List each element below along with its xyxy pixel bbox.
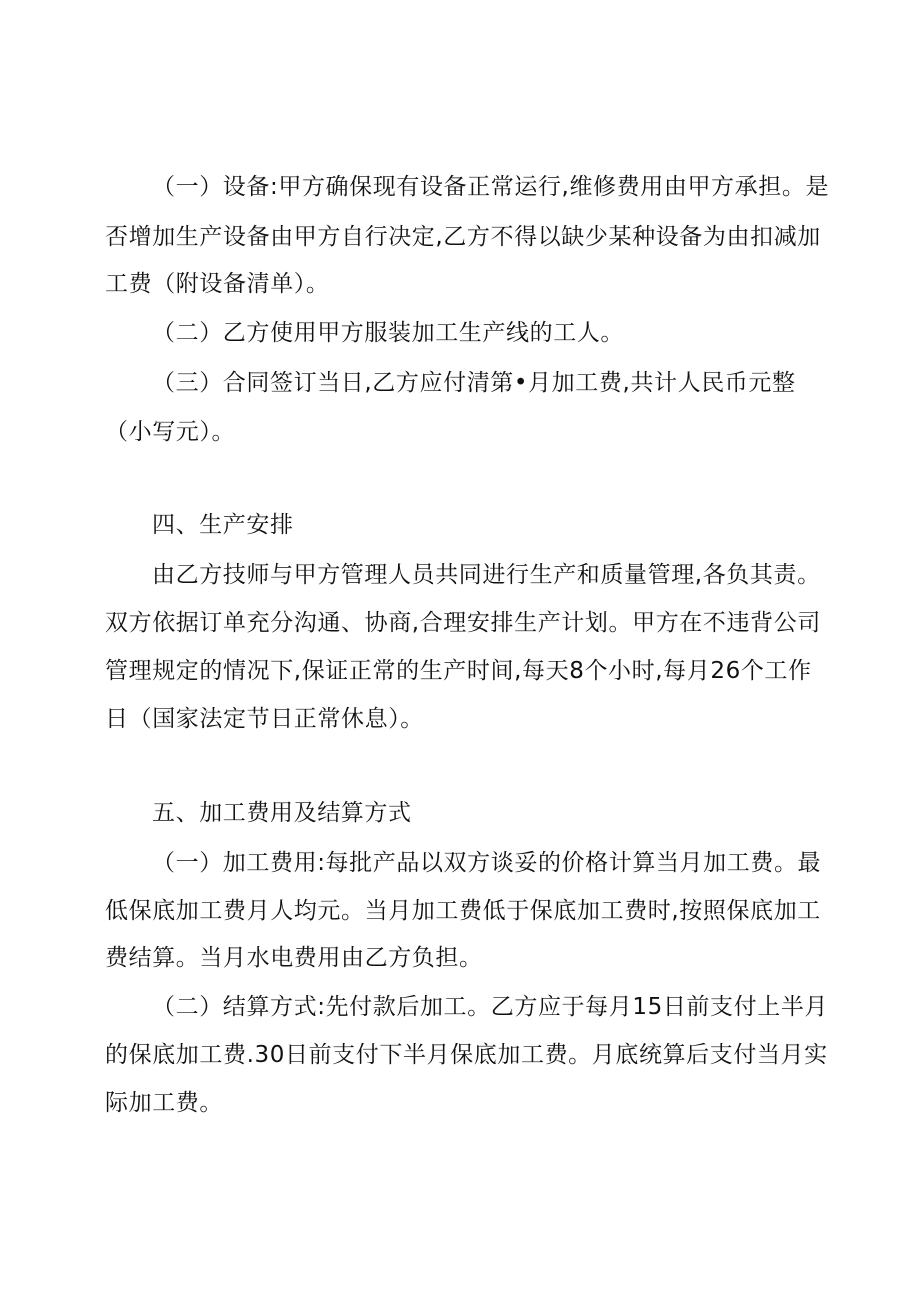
clause-settlement-line-1: （二）结算方式:先付款后加工。乙方应于每月15日前支付上半月 <box>152 994 829 1020</box>
section-production-line-4: 日（国家法定节日正常休息）。 <box>105 706 424 732</box>
section-production-line-3: 管理规定的情况下,保证正常的生产时间,每天8个小时,每月26个工作 <box>105 658 812 684</box>
section-production-heading: 四、生产安排 <box>152 512 294 538</box>
section-production-line-2: 双方依据订单充分沟通、协商,合理安排生产计划。甲方在不违背公司 <box>105 610 821 636</box>
clause-signing-payment-line-2: （小写元）。 <box>105 419 236 445</box>
clause-settlement-line-2: 的保底加工费.30日前支付下半月保底加工费。月底统算后支付当月实 <box>105 1042 828 1068</box>
clause-fees-line-3: 费结算。当月水电费用由乙方负担。 <box>105 945 483 971</box>
clause-signing-payment-line-1: （三）合同签订当日,乙方应付清第•月加工费,共计人民币元整 <box>152 370 796 396</box>
clause-fees-line-1: （一）加工费用:每批产品以双方谈妥的价格计算当月加工费。最 <box>152 850 822 876</box>
clause-workers-line-1: （二）乙方使用甲方服装加工生产线的工人。 <box>152 320 624 346</box>
clause-settlement-line-3: 际加工费。 <box>105 1090 223 1116</box>
section-fees-heading: 五、加工费用及结算方式 <box>152 800 412 826</box>
clause-fees-line-2: 低保底加工费月人均元。当月加工费低于保底加工费时,按照保底加工 <box>105 898 821 924</box>
clause-equipment-line-2: 否增加生产设备由甲方自行决定,乙方不得以缺少某种设备为由扣减加 <box>105 224 821 250</box>
section-production-line-1: 由乙方技师与甲方管理人员共同进行生产和质量管理,各负其责。 <box>152 562 821 588</box>
clause-equipment-line-1: （一）设备:甲方确保现有设备正常运行,维修费用由甲方承担。是 <box>152 174 830 200</box>
clause-equipment-line-3: 工费（附设备清单）。 <box>105 271 330 297</box>
